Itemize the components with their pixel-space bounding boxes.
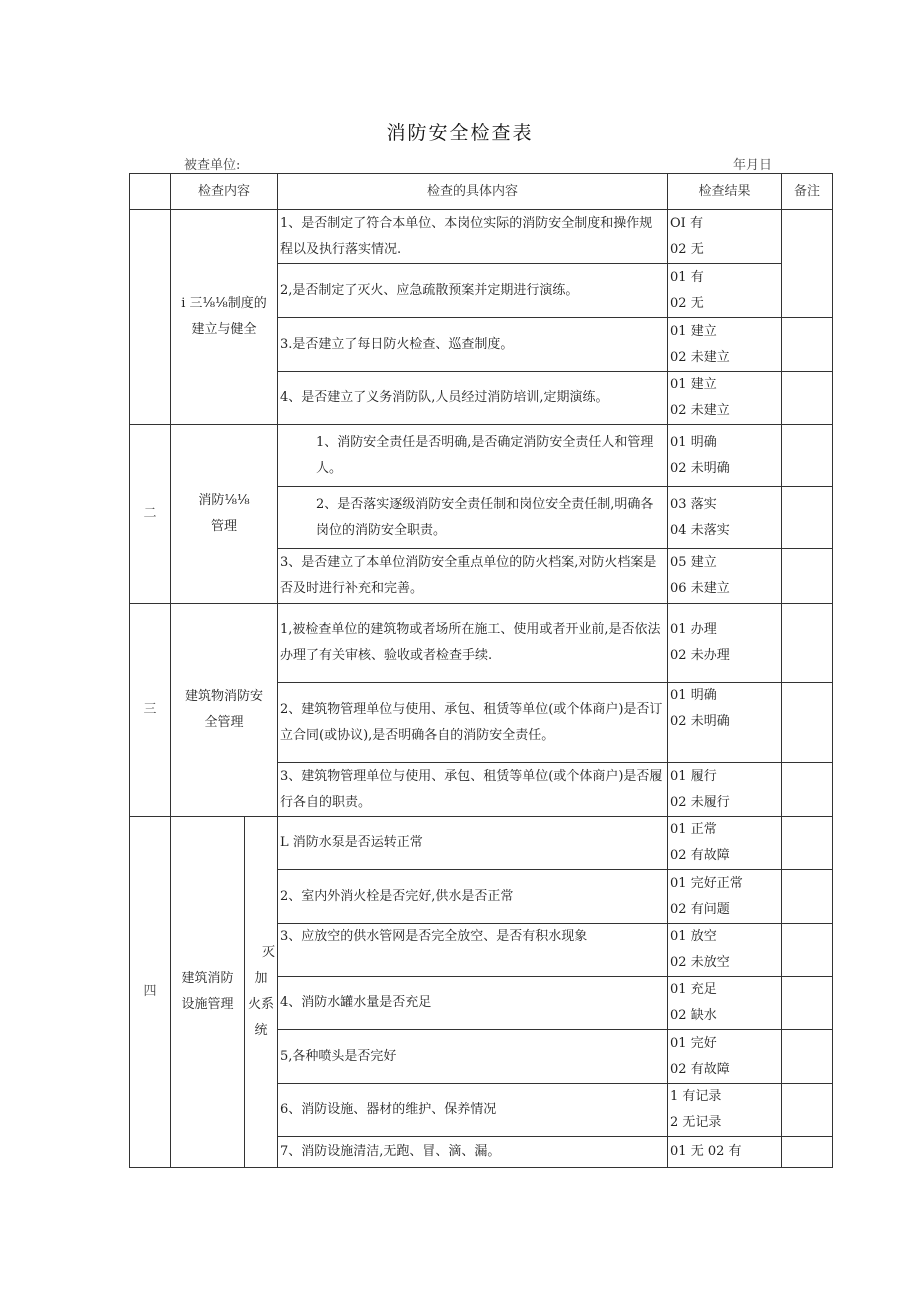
detail-cell: 3、建筑物管理单位与使用、承包、租赁等单位(或个体商户)是否履行各自的职责。 <box>278 763 668 817</box>
result-cell <box>668 924 782 977</box>
result-option: 02 未明确 <box>670 460 730 476</box>
remark-cell[interactable] <box>782 425 833 487</box>
detail-cell: 3、应放空的供水管网是否完全放空、是否有积水现象 <box>278 924 668 977</box>
result-option: 01 完好正常 <box>670 875 743 891</box>
result-cell <box>668 870 782 924</box>
section-category <box>171 210 278 425</box>
result-option: 02 未建立 <box>670 403 730 418</box>
result-cell <box>668 549 782 604</box>
category-line: 全管理 <box>204 715 244 730</box>
section-category <box>171 425 278 604</box>
result-cell <box>668 372 782 425</box>
remark-cell[interactable] <box>782 870 833 924</box>
subcategory-line: 灭 <box>262 945 276 960</box>
section-category <box>171 604 278 817</box>
result-cell <box>668 604 782 683</box>
result-option: 01 完好 <box>670 1035 717 1051</box>
table-row <box>130 210 833 264</box>
table-row <box>130 604 833 683</box>
result-cell <box>668 487 782 549</box>
result-option: 02 无 <box>670 295 704 311</box>
result-option: 05 建立 <box>670 555 717 570</box>
result-cell <box>668 1084 782 1137</box>
detail-cell: 3.是否建立了每日防火检查、巡查制度。 <box>278 318 668 372</box>
result-option: 02 未建立 <box>670 349 730 365</box>
detail-cell: 2、是否落实逐级消防安全责任制和岗位安全责任制,明确各岗位的消防安全职责。 <box>278 487 668 549</box>
result-option: 01 明确 <box>670 688 717 703</box>
detail-cell: 4、消防水罐水量是否充足 <box>278 977 668 1030</box>
detail-cell: 6、消防设施、器材的维护、保养情况 <box>278 1084 668 1137</box>
detail-cell: 1、是否制定了符合本单位、本岗位实际的消防安全制度和操作规程以及执行落实情况. <box>278 210 668 264</box>
section-number: 二 <box>130 425 171 604</box>
detail-cell: 2、建筑物管理单位与使用、承包、租赁等单位(或个体商户)是否订立合同(或协议),是否明确各自的消防安全责任。 <box>278 683 668 763</box>
subcategory-line: 火系 <box>248 997 275 1012</box>
detail-cell: 3、是否建立了本单位消防安全重点单位的防火档案,对防火档案是否及时进行补充和完善。 <box>278 549 668 604</box>
result-cell <box>668 264 782 318</box>
header-detail: 检查的具体内容 <box>278 174 668 210</box>
result-option: 01 履行 <box>670 768 717 784</box>
result-cell <box>668 1030 782 1084</box>
remark-cell[interactable] <box>782 1030 833 1084</box>
remark-cell[interactable] <box>782 683 833 763</box>
remark-cell[interactable] <box>782 549 833 604</box>
category-line: 管理 <box>211 519 238 534</box>
section-category <box>171 817 245 1168</box>
result-option: 02 未明确 <box>670 714 730 729</box>
result-option: 01 放空 <box>670 929 717 944</box>
category-line: 建筑消防 <box>181 971 234 986</box>
remark-cell[interactable] <box>782 1137 833 1168</box>
remark-cell[interactable] <box>782 487 833 549</box>
result-option: 2 无记录 <box>670 1115 722 1130</box>
result-option: 02 无 <box>670 241 704 257</box>
category-line: 消防⅛⅛ <box>198 493 250 508</box>
subcategory-line: 统 <box>254 1023 268 1038</box>
result-cell <box>668 683 782 763</box>
remark-cell[interactable] <box>782 604 833 683</box>
detail-cell: 1、消防安全责任是否明确,是否确定消防安全责任人和管理人。 <box>278 425 668 487</box>
result-cell <box>668 318 782 372</box>
detail-cell: 1,被检查单位的建筑物或者场所在施工、使用或者开业前,是否依法办理了有关审核、验收或者检查手续. <box>278 604 668 683</box>
result-option: 01 充足 <box>670 982 717 997</box>
detail-cell: 2、室内外消火栓是否完好,供水是否正常 <box>278 870 668 924</box>
detail-cell: 4、是否建立了义务消防队,人员经过消防培训,定期演练。 <box>278 372 668 425</box>
result-option: 01 建立 <box>670 377 717 392</box>
header-remark: 备注 <box>782 174 833 210</box>
detail-cell: 2,是否制定了灭火、应急疏散预案并定期进行演练。 <box>278 264 668 318</box>
section-number <box>130 210 171 425</box>
result-option: 01 无 02 有 <box>670 1144 742 1159</box>
result-option: 06 未建立 <box>670 581 730 596</box>
result-option: 02 未履行 <box>670 794 730 810</box>
result-cell <box>668 817 782 870</box>
result-option: 02 有故障 <box>670 1061 730 1077</box>
category-line: 建立与健全 <box>191 322 257 337</box>
remark-cell[interactable] <box>782 817 833 870</box>
result-option: 02 未办理 <box>670 648 730 663</box>
result-option: 01 建立 <box>670 323 717 339</box>
result-option: 01 正常 <box>670 822 717 837</box>
result-option: 02 未放空 <box>670 955 730 970</box>
date-label: 年月日 <box>733 158 773 173</box>
remark-cell[interactable] <box>782 318 833 372</box>
section-number: 四 <box>130 817 171 1168</box>
result-cell <box>668 763 782 817</box>
category-line: i 三⅛⅛制度的 <box>181 296 267 311</box>
result-option: 03 落实 <box>670 496 717 512</box>
remark-cell[interactable] <box>782 977 833 1030</box>
table-row <box>130 425 833 487</box>
category-line: 设施管理 <box>181 997 234 1012</box>
category-line: 建筑物消防安 <box>185 689 264 704</box>
detail-cell: 5,各种喷头是否完好 <box>278 1030 668 1084</box>
remark-cell[interactable] <box>782 924 833 977</box>
result-option: 01 明确 <box>670 434 717 450</box>
subcategory-line: 加 <box>254 971 268 986</box>
header-result: 检查结果 <box>668 174 782 210</box>
remark-cell[interactable] <box>782 372 833 425</box>
section-subcategory <box>245 817 278 1168</box>
section-number: 三 <box>130 604 171 817</box>
result-option: 02 缺水 <box>670 1008 717 1023</box>
result-option: OI 有 <box>670 215 703 231</box>
result-cell <box>668 977 782 1030</box>
detail-cell: L 消防水泵是否运转正常 <box>278 817 668 870</box>
result-cell <box>668 1137 782 1168</box>
result-cell <box>668 210 782 264</box>
result-cell <box>668 425 782 487</box>
header-number-cell <box>130 174 171 210</box>
page-title: 消防安全检查表 <box>386 122 534 144</box>
header-row <box>130 174 833 210</box>
inspection-table <box>129 173 833 1168</box>
remark-cell[interactable] <box>782 763 833 817</box>
inspected-unit-label: 被查单位: <box>184 158 241 173</box>
result-option: 04 未落实 <box>670 522 730 538</box>
detail-cell: 7、消防设施清洁,无跑、冒、滴、漏。 <box>278 1137 668 1168</box>
remark-cell[interactable] <box>782 1084 833 1137</box>
header-item: 检查内容 <box>171 174 278 210</box>
result-option: 01 办理 <box>670 622 717 637</box>
result-option: 1 有记录 <box>670 1089 722 1104</box>
result-option: 02 有故障 <box>670 848 730 863</box>
result-option: 02 有问题 <box>670 901 730 917</box>
table-row <box>130 817 833 870</box>
remark-cell[interactable] <box>782 210 833 318</box>
result-option: 01 有 <box>670 269 704 285</box>
